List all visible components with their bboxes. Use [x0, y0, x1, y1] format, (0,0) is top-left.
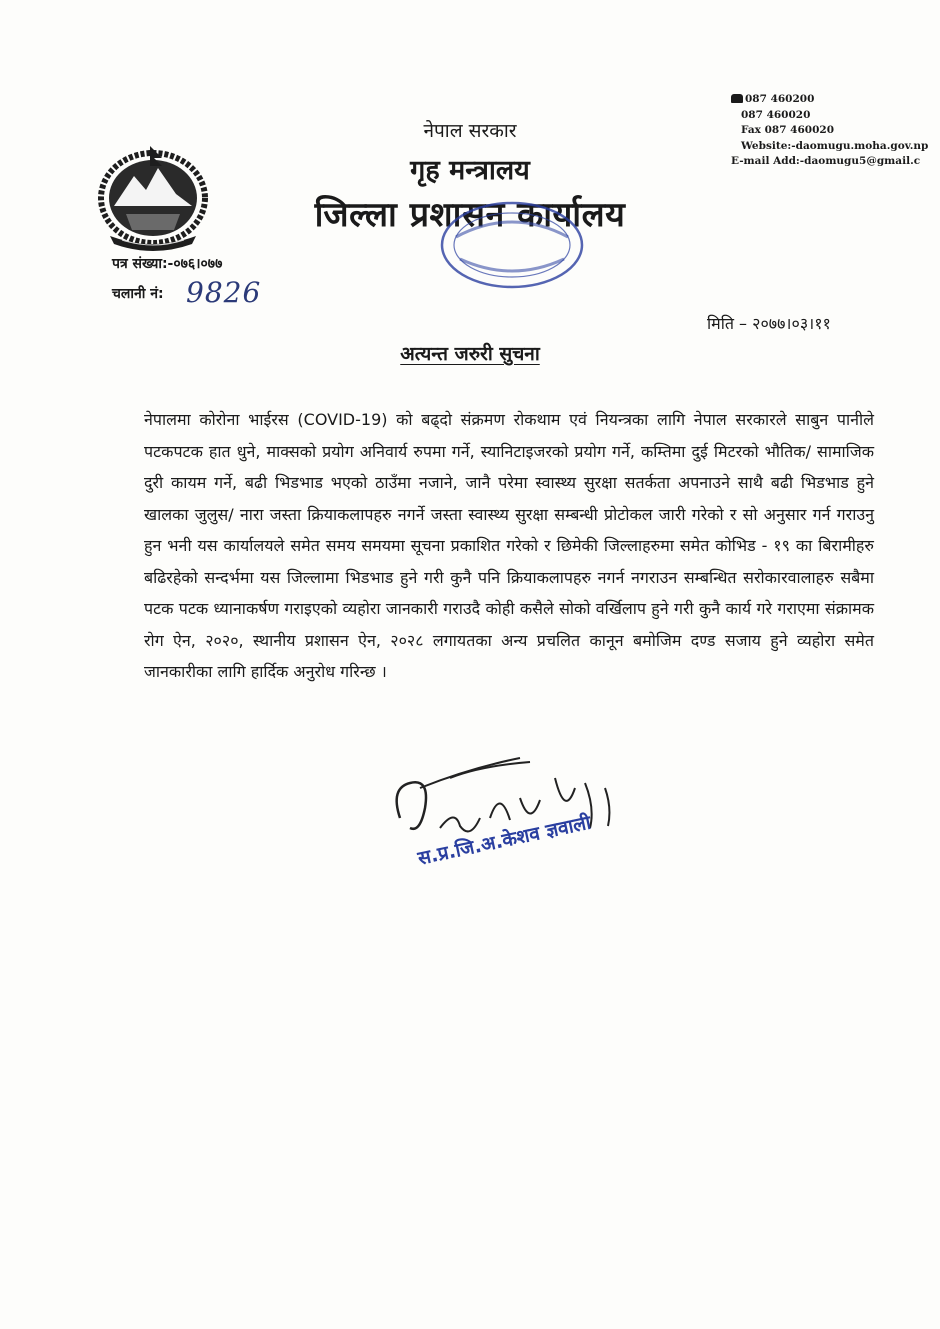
ministry-name: गृह मन्त्रालय	[410, 155, 530, 186]
phone-line-2: 087 460020	[741, 108, 811, 121]
telephone-icon	[731, 94, 743, 103]
contact-block	[731, 92, 928, 170]
fax-line: Fax 087 460020	[741, 124, 835, 136]
signatory-stamp: स.प्र.जि.अ.केशव ज्ञवाली	[415, 811, 593, 870]
reference-number: पत्र संख्या:-०७६।०७७	[112, 256, 223, 272]
notice-body: नेपालमा कोरोना भाईरस (COVID-19) को बढ्दो संक्रमण रोकथाम एवं नियन्त्रका लागि नेपाल सरकारले साबुन पानीले पटकपटक हात धुने, माक्सको प्रयोग अनिवार्य रुपमा गर्ने, स्यानिटाइजरको प्रयोग गर्ने, कम्तिमा दुई मिटरको भौतिक/ सामाजिक दुरी कायम गर्ने, बढी भिडभाड भएको ठाउँमा नजाने, जानै परेमा स्वास्थ्य सुरक्षा सतर्कता अपनाउने साथै बढी भिडभाड हुने खालका जुलुस/ नारा जस्ता क्रियाकलापहरु नगर्ने जस्ता स्वास्थ्य सुरक्षा सम्बन्धी प्रोटोकल जारी गरेको र सो अनुसार गर्न गराउनु हुन भनी यस कार्यालयले समेत समय समयमा सूचना प्रकाशित गरेको र छिमेकी जिल्लाहरुमा समेत कोभिड - १९ का बिरामीहरु बढिरहेको सन्दर्भमा यस जिल्लामा भिडभाड हुने गरी कुनै पनि क्रियाकलापहरु नगर्न नगराउन सम्बन्धित सरोकारवालाहरु सबैमा पटक पटक ध्यानाकर्षण गराइएको व्यहोरा जानकारी गराउदै कोही कसैले सोको वर्खिलाप हुने गरी कुनै कार्य गरे गराएमा संक्रामक रोग ऐन, २०२०, स्थानीय प्रशासन ऐन, २०२८ लगायतका अन्य प्रचलित कानून बमोजिम दण्ड सजाय हुने व्यहोरा समेत जानकारीका लागि हार्दिक अनुरोध गरिन्छ ।	[144, 410, 874, 681]
email-line: E-mail Add:-daomugu5@gmail.c	[731, 155, 921, 167]
office-name: जिल्ला प्रशासन कार्यालय	[314, 195, 626, 235]
dispatch-label: चलानी नं:	[112, 286, 164, 302]
phone-line-1: 087 460200	[731, 92, 928, 108]
government-name: नेपाल सरकार	[423, 120, 517, 142]
office-stamp	[436, 197, 588, 297]
dispatch-number: 9826	[186, 276, 262, 309]
subject-heading: अत्यन्त जरुरी सुचना	[400, 343, 540, 365]
website-line: Website:-daomugu.moha.gov.np	[741, 139, 929, 152]
letter-date: मिति – २०७७।०३।११	[707, 314, 831, 333]
